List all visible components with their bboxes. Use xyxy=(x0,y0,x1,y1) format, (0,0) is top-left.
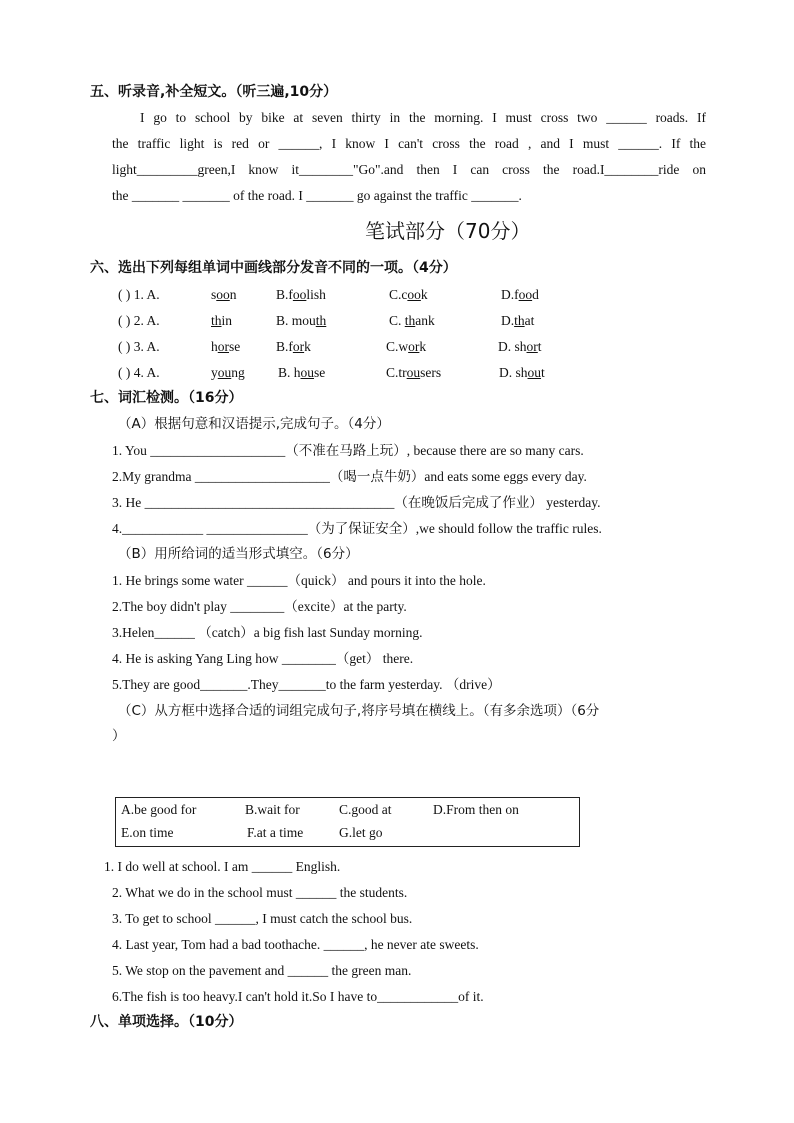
option-a: thin xyxy=(211,313,233,328)
part-b-line-3: 3.Helen______ （catch）a big fish last Sunday morning. xyxy=(112,625,423,640)
option-item: B.wait for xyxy=(245,802,300,817)
option-a: young xyxy=(211,365,245,380)
option-item: G.let go xyxy=(339,825,383,840)
option-d: D.food xyxy=(501,287,539,302)
option-c: C.trousers xyxy=(386,365,442,380)
question-number: ( ) 4. A. xyxy=(118,365,160,380)
part-b-line-2: 2.The boy didn't play ________（excite）at the party. xyxy=(112,599,407,614)
part-a-line-4: 4.____________ _______________（为了保证安全）,we should follow the traffic rules. xyxy=(112,521,602,537)
section5-line-3: light_________green,I know it________"Go".and then I can cross the road.I________ride on xyxy=(112,162,706,177)
part-b-line-4: 4. He is asking Yang Ling how ________（get） there. xyxy=(112,651,414,666)
part-a-line-1: 1. You ____________________（不准在马路上玩）, because there are so many cars. xyxy=(112,443,584,459)
part-c-title: （C）从方框中选择合适的词组完成句子,将序号填在横线上。（有多余选项）（6分 xyxy=(118,703,600,719)
option-c: C.work xyxy=(386,339,427,354)
option-d: D. shout xyxy=(499,365,545,380)
option-a: soon xyxy=(211,287,237,302)
option-item: D.From then on xyxy=(433,802,519,817)
question-number: ( ) 2. A. xyxy=(118,313,160,328)
part-b-title: （B）用所给词的适当形式填空。（6分） xyxy=(118,546,359,562)
part-a-line-2: 2.My grandma ____________________（喝一点牛奶）and eats some eggs every day. xyxy=(112,469,587,485)
option-c: C.cook xyxy=(389,287,428,302)
question-number: ( ) 3. A. xyxy=(118,339,160,354)
part-c-line-1: 1. I do well at school. I am ______ English. xyxy=(104,859,341,874)
option-item: C.good at xyxy=(339,802,392,817)
option-d: D. short xyxy=(498,339,542,354)
part-c-line-6: 6.The fish is too heavy.I can't hold it.So I have to____________of it. xyxy=(112,989,484,1004)
option-item: A.be good for xyxy=(121,802,197,817)
option-b: B.foolish xyxy=(276,287,326,302)
part-b-line-5: 5.They are good_______.They_______to the farm yesterday. （drive） xyxy=(112,677,501,692)
options-box xyxy=(115,797,580,847)
section8-title: 八、单项选择。（10分） xyxy=(90,1014,243,1030)
part-c-line-4: 4. Last year, Tom had a bad toothache. ______, he never ate sweets. xyxy=(112,937,479,952)
part-c-line-5: 5. We stop on the pavement and ______ the green man. xyxy=(112,963,412,978)
option-b: B. mouth xyxy=(276,313,327,328)
part-b-line-1: 1. He brings some water ______（quick） and pours it into the hole. xyxy=(112,573,486,588)
written-part-title: 笔试部分（70分） xyxy=(365,219,531,243)
part-c-line-2: 2. What we do in the school must ______ the students. xyxy=(112,885,408,900)
option-b: B. house xyxy=(278,365,326,380)
part-c-line-3: 3. To get to school ______, I must catch the school bus. xyxy=(112,911,413,926)
section5-line-2: the traffic light is red or ______, I know I can't cross the road , and I must ______. If the xyxy=(112,136,706,151)
option-b: B.fork xyxy=(276,339,311,354)
section7-title: 七、词汇检测。（16分） xyxy=(90,390,243,406)
option-item: F.at a time xyxy=(247,825,304,840)
part-c-title-cont: ） xyxy=(112,728,126,744)
part-a-title: （A）根据句意和汉语提示,完成句子。（4分） xyxy=(118,416,390,432)
section5-line-4: the _______ _______ of the road. I _______ go against the traffic _______. xyxy=(112,188,522,203)
section5-line-1: I go to school by bike at seven thirty in the morning. I must cross two ______ roads. If xyxy=(140,110,706,125)
option-c: C. thank xyxy=(389,313,435,328)
section6-title: 六、选出下列每组单词中画线部分发音不同的一项。（4分） xyxy=(90,260,457,276)
option-a: horse xyxy=(211,339,241,354)
option-d: D.that xyxy=(501,313,535,328)
option-item: E.on time xyxy=(121,825,174,840)
question-number: ( ) 1. A. xyxy=(118,287,160,302)
section5-title: 五、听录音,补全短文。（听三遍,10分） xyxy=(90,84,338,100)
part-a-line-3: 3. He _____________________________________（在晚饭后完成了作业） yesterday. xyxy=(112,495,601,511)
